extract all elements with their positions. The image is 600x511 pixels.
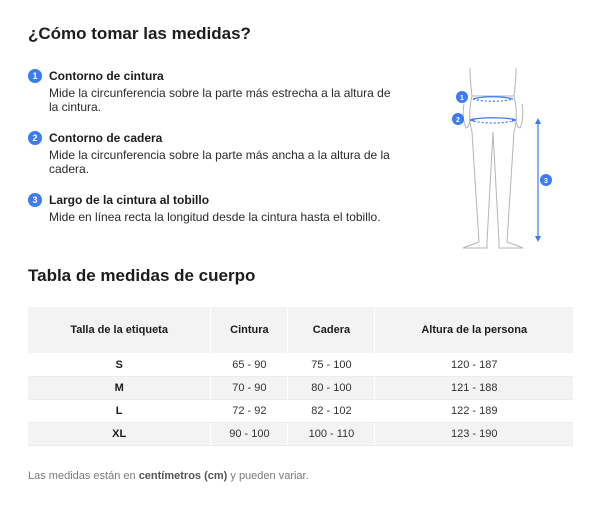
step-waist: [28, 68, 400, 114]
height-cell: 122 - 189: [375, 400, 573, 423]
size-table: [28, 307, 573, 446]
size-cell: M: [28, 377, 211, 400]
waist-cell: 65 - 90: [211, 354, 288, 377]
table-row: [28, 354, 573, 377]
table-row: [28, 400, 573, 423]
step-description: Mide la circunferencia sobre la parte más ancha a la altura de la cadera.: [49, 148, 390, 176]
step-hip: [28, 130, 400, 176]
footnote-suffix: y pueden variar.: [227, 470, 309, 482]
step-title: Contorno de cintura: [49, 69, 164, 83]
height-cell: 121 - 188: [375, 377, 573, 400]
body-measurement-illustration: [448, 66, 558, 252]
marker-1-label: 1: [460, 95, 464, 102]
height-cell: 123 - 190: [375, 423, 573, 446]
waist-cell: 72 - 92: [211, 400, 288, 423]
step-title: Largo de la cintura al tobillo: [49, 193, 210, 207]
step-description: Mide la circunferencia sobre la parte más estrecha a la altura de la cintura.: [49, 86, 391, 114]
table-row: [28, 377, 573, 400]
hip-cell: 80 - 100: [288, 377, 375, 400]
table-header-row: [28, 307, 573, 354]
header-hip: Cadera: [288, 307, 375, 354]
size-table-title: Tabla de medidas de cuerpo: [28, 266, 256, 285]
hip-cell: 100 - 110: [288, 423, 375, 446]
step-title: Contorno de cadera: [49, 131, 163, 145]
step-number-badge: 2: [28, 131, 42, 145]
hip-cell: 82 - 102: [288, 400, 375, 423]
waist-cell: 90 - 100: [211, 423, 288, 446]
header-waist: Cintura: [211, 307, 288, 354]
step-number-badge: 3: [28, 193, 42, 207]
table-row: [28, 423, 573, 446]
height-cell: 120 - 187: [375, 354, 573, 377]
footnote-prefix: Las medidas están en: [28, 470, 139, 482]
step-number-badge: 1: [28, 69, 42, 83]
size-cell: L: [28, 400, 211, 423]
size-cell: XL: [28, 423, 211, 446]
header-height: Altura de la persona: [375, 307, 573, 354]
page-title: ¿Cómo tomar las medidas?: [28, 24, 251, 43]
waist-cell: 70 - 90: [211, 377, 288, 400]
marker-3-label: 3: [544, 178, 548, 185]
footnote-unit: centímetros (cm): [138, 470, 228, 482]
marker-2-label: 2: [456, 117, 460, 124]
step-description: Mide en línea recta la longitud desde la cintura hasta el tobillo.: [49, 210, 381, 224]
header-size-label: Talla de la etiqueta: [28, 307, 211, 354]
size-cell: S: [28, 354, 211, 377]
hip-cell: 75 - 100: [288, 354, 375, 377]
units-footnote: [28, 470, 309, 482]
legs-figure-icon: [448, 66, 558, 252]
measurement-steps: [28, 68, 400, 240]
step-waist-to-ankle: [28, 192, 400, 224]
